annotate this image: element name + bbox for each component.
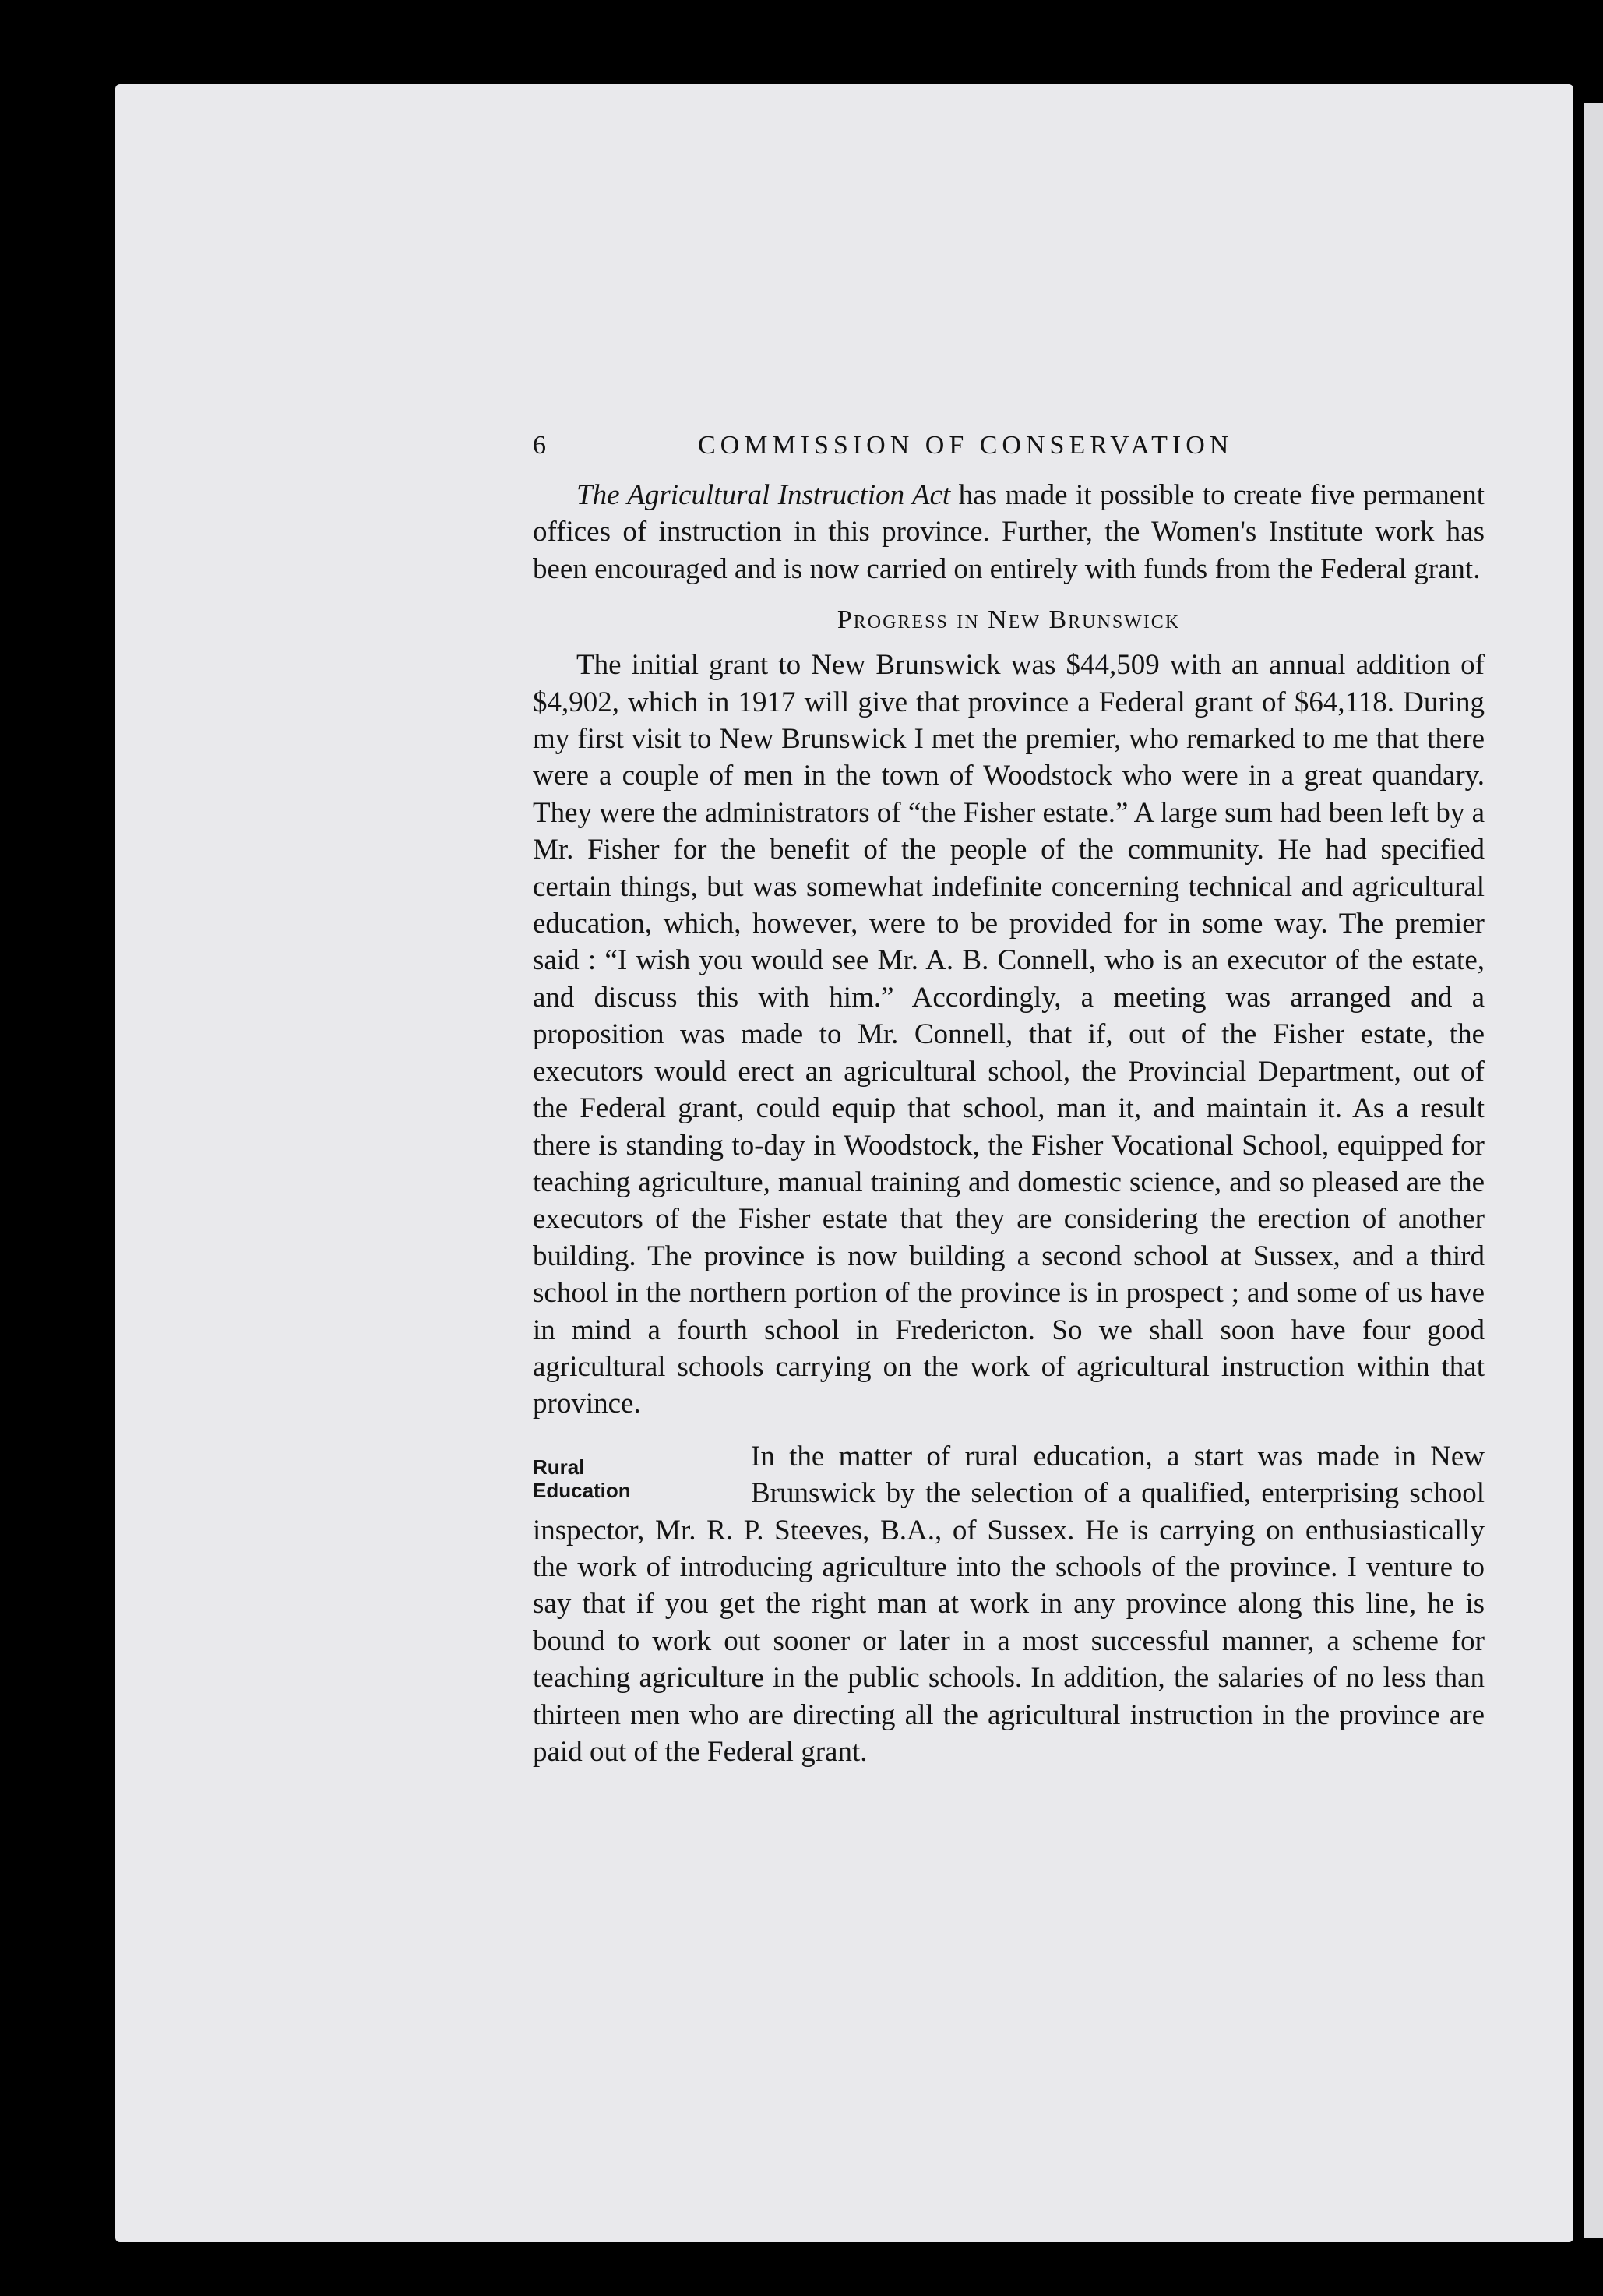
paragraph-new-brunswick: The initial grant to New Brunswick was $44,509 with an annual addition of $4,902, which in 1917 will give that province a Federal grant of $64,118. During my first visit to New Brunswick I met the premier, who remarked to me that there were a couple of men in the town of Woodstock who were in a great quandary. They were the administrators of “the Fisher estate.” A large sum had been left by a Mr. Fisher for the benefit of the people of the community. He had specified certain things, but was somewhat indefinite concerning technical and agricultural education, which, however, were to be provided for in some way. The premier said : “I wish you would see Mr. A. B. Connell, who is an executor of the estate, and discuss this with him.” Accordingly, a meeting was arranged and a proposition was made to Mr. Connell, that if, out of the Fisher estate, the executors would erect an agricultural school, the Provincial Department, out of the Federal grant, could equip that school, man it, and maintain it. As a result there is standing to-day in Woodstock, the Fisher Vocational School, equipped for teaching agriculture, manual training and domestic science, and so pleased are the executors of the Fisher estate that they are considering the erection of another building. The province is now building a second school at Sussex, and a third school in the northern portion of the province is in prospect ; and some of us have in mind a fourth school in Fredericton. So we shall soon have four good agricultural schools carrying on the work of agricultural instruction within that province.: [533, 649, 1485, 1420]
paragraph-agricultural-act-text: has made it possible to create five permanent offices of instruction in this province. Further, the Women's Institute work has been encouraged and is now carried on entirely with funds from the Federal grant.: [533, 479, 1485, 585]
paragraph-agricultural-act: [533, 477, 1485, 587]
rural-education-block: [533, 1438, 1485, 1771]
running-head-title: COMMISSION OF CONSERVATION: [698, 431, 1234, 460]
side-heading-line-1: Rural: [533, 1455, 585, 1479]
side-heading: [533, 1455, 751, 1502]
act-title: The Agricultural Instruction Act: [576, 479, 951, 511]
section-heading: Progress in New Brunswick: [837, 605, 1181, 635]
adjacent-page-edge: [1584, 103, 1603, 2238]
page-content: [533, 424, 1485, 1770]
page-number: 6: [533, 431, 546, 460]
running-head: [533, 424, 1485, 467]
paragraph-rural-education: In the matter of rural education, a start was made in New Brunswick by the selection of a qualified, enterprising school inspector, Mr. R. P. Steeves, B.A., of Sussex. He is carrying on enthusiastically the work of introducing agriculture into the schools of the province. I venture to say that if you get the right man at work in any province along this line, he is bound to work out sooner or later in a most successful manner, a scheme for teaching agriculture in the public schools. In addition, the salaries of no less than thirteen men who are directing all the agricultural instruction in the province are paid out of the Federal grant.: [533, 1440, 1485, 1768]
side-heading-line-2: Education: [533, 1478, 631, 1502]
book-page: [115, 84, 1573, 2242]
